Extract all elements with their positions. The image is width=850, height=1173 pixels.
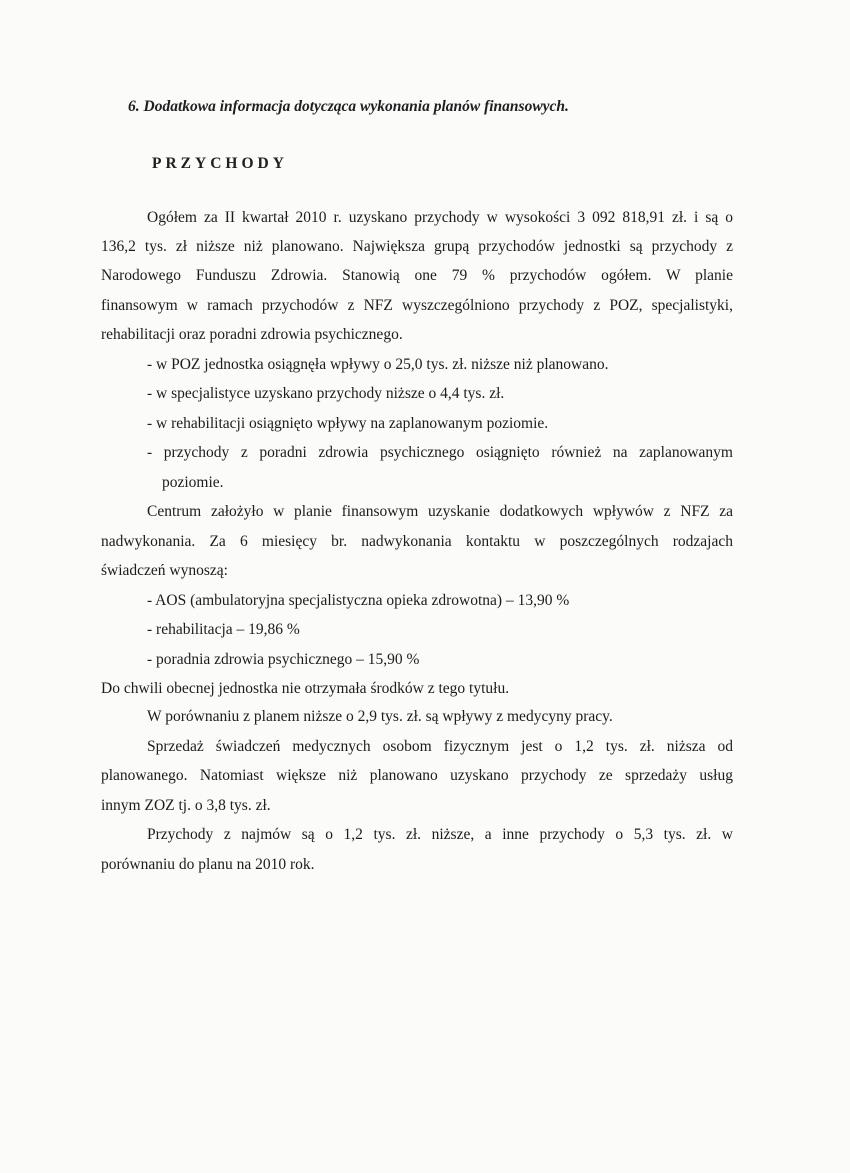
document-heading: 6. Dodatkowa informacja dotycząca wykonania planów finansowych. [128, 98, 569, 115]
paragraph-line: Do chwili obecnej jednostka nie otrzymała środków z tego tytułu. [101, 680, 510, 697]
paragraph-line: Narodowego Funduszu Zdrowia. Stanowią one 79 % przychodów ogółem. W planie [101, 267, 733, 284]
paragraph-line: Sprzedaż świadczeń medycznych osobom fizycznym jest o 1,2 tys. zł. niższa od [147, 738, 733, 755]
list-item: - poradnia zdrowia psychicznego – 15,90 % [147, 651, 420, 668]
paragraph-line: rehabilitacji oraz poradni zdrowia psychicznego. [101, 326, 403, 343]
list-item: - w specjalistyce uzyskano przychody niższe o 4,4 tys. zł. [147, 385, 505, 402]
paragraph-line: finansowym w ramach przychodów z NFZ wyszczególniono przychody z POZ, specjalistyki, [101, 297, 733, 314]
list-item: - w rehabilitacji osiągnięto wpływy na zaplanowanym poziomie. [147, 415, 549, 432]
list-item: - w POZ jednostka osiągnęła wpływy o 25,0 tys. zł. niższe niż planowano. [147, 356, 609, 373]
paragraph-line: innym ZOZ tj. o 3,8 tys. zł. [101, 797, 271, 814]
paragraph-line: porównaniu do planu na 2010 rok. [101, 856, 315, 873]
list-item: - przychody z poradni zdrowia psychicznego osiągnięto również na zaplanowanym [147, 444, 733, 461]
paragraph-line: Ogółem za II kwartał 2010 r. uzyskano przychody w wysokości 3 092 818,91 zł. i są o [147, 209, 733, 226]
paragraph-line: Centrum założyło w planie finansowym uzyskanie dodatkowych wpływów z NFZ za [147, 503, 733, 520]
list-item: - AOS (ambulatoryjna specjalistyczna opieka zdrowotna) – 13,90 % [147, 592, 570, 609]
list-item: - rehabilitacja – 19,86 % [147, 621, 300, 638]
list-item-continuation: poziomie. [162, 474, 224, 491]
paragraph-line: planowanego. Natomiast większe niż planowano uzyskano przychody ze sprzedaży usług [101, 767, 733, 784]
paragraph-line: świadczeń wynoszą: [101, 562, 228, 579]
section-title-przychody: PRZYCHODY [152, 155, 288, 172]
paragraph-line: 136,2 tys. zł niższe niż planowano. Największa grupą przychodów jednostki są przychody z [101, 238, 733, 255]
paragraph-line: W porównaniu z planem niższe o 2,9 tys. zł. są wpływy z medycyny pracy. [147, 708, 613, 725]
paragraph-line: Przychody z najmów są o 1,2 tys. zł. niższe, a inne przychody o 5,3 tys. zł. w [147, 826, 733, 843]
paragraph-line: nadwykonania. Za 6 miesięcy br. nadwykonania kontaktu w poszczególnych rodzajach [101, 533, 733, 550]
